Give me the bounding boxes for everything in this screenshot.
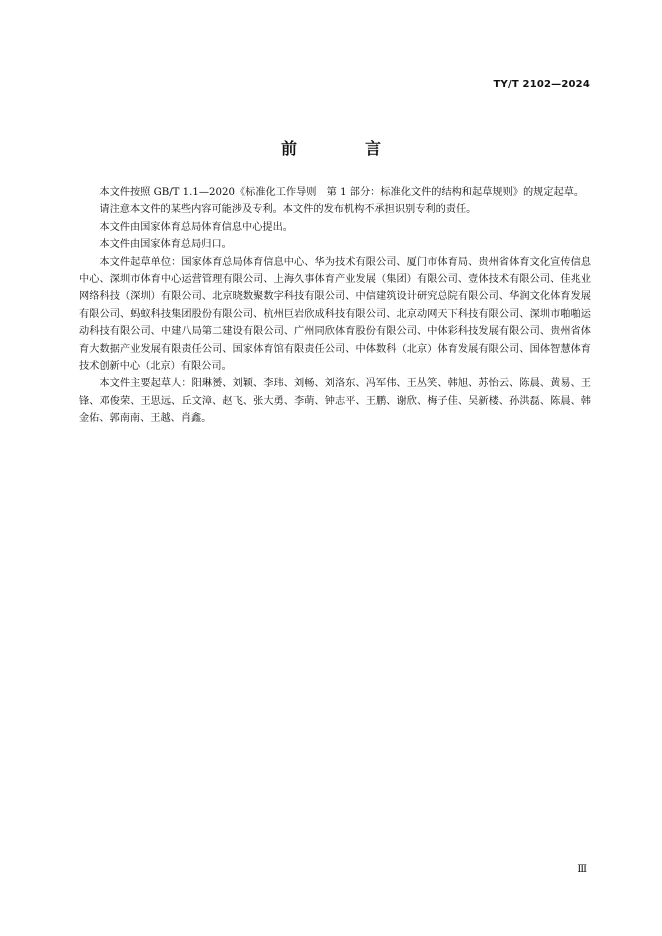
paragraph-patent-notice: 请注意本文件的某些内容可能涉及专利。本文件的发布机构不承担识别专利的责任。 [99, 204, 477, 216]
paragraph-drafting-units: 本文件起草单位：国家体育总局体育信息中心、华为技术有限公司、厦门市体育局、贵州省体育文化宣传信息中心、深圳市体育中心运营管理有限公司、上海久事体育产业发展（集团）有限公司、壹体技术有限公司、佳兆业网络科技（深圳）有限公司、北京晓数聚数字科技有限公司、中信建筑设计研究总院有限公司、华润文化体育发展有限公司、蚂蚁科技集团股份有限公司、杭州巨岩欣成科技有限公司、北京动网天下科技有限公司、深圳市啪啪运动科技有限公司、中建八局第二建设有限公司、广州同欣体育股份有限公司、中体彩科技发展有限公司、贵州省体育大数据产业发展有限责任公司、国家体育馆有限责任公司、中体数科（北京）体育发展有限公司、国体智慧体育技术创新中心（北京）有限公司。 [79, 256, 591, 373]
foreword-body [79, 184, 591, 428]
page-number: Ⅲ [577, 864, 587, 875]
standard-code: TY/T 2102—2024 [493, 79, 590, 90]
paragraph-proposer: 本文件由国家体育总局体育信息中心提出。 [99, 221, 293, 233]
paragraph-jurisdiction: 本文件由国家体育总局归口。 [99, 239, 232, 251]
page-title: 前 言 [280, 139, 407, 158]
paragraph-drafting-rules: 本文件按照 GB/T 1.1—2020《标准化工作导则 第 1 部分：标准化文件的结构和起草规则》的规定起草。 [99, 187, 585, 198]
paragraph-drafters: 本文件主要起草人：阳琳赟、刘颖、李玮、刘畅、刘洛东、冯军伟、王丛笑、韩旭、苏怡云、陈晨、黄易、王锋、邓俊荣、王思远、丘文漳、赵飞、张大勇、李萌、钟志平、王鹏、谢欣、梅子佳、吴新楼、孙洪磊、陈晨、韩金佑、郭南南、王越、肖鑫。 [79, 378, 591, 425]
